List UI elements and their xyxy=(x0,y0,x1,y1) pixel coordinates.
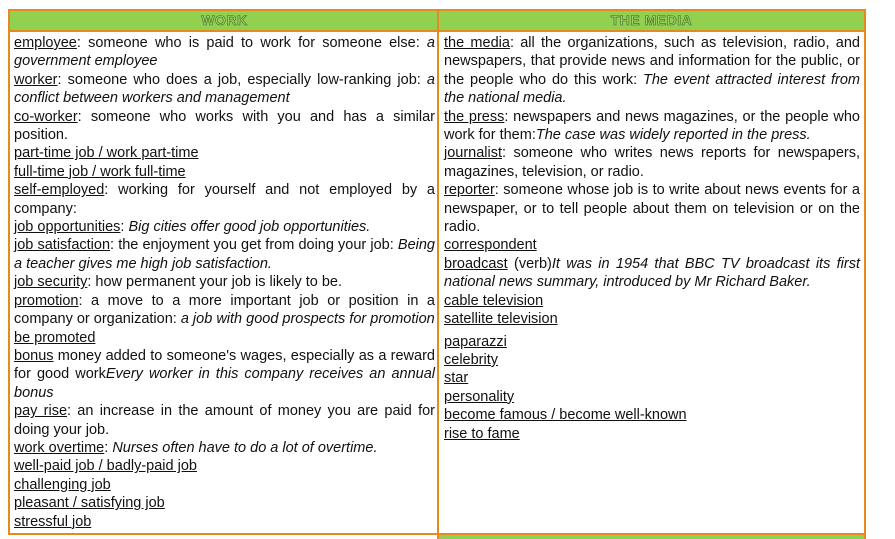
vocab-entry xyxy=(14,144,435,162)
vocab-entry xyxy=(444,236,860,254)
vocab-term: reporter xyxy=(444,182,495,199)
vocab-definition: : someone who is paid to work for someone else: xyxy=(76,35,427,51)
vocab-entry xyxy=(444,108,860,145)
vocab-entry xyxy=(14,108,435,145)
vocab-term: star xyxy=(444,370,469,387)
vocab-entry xyxy=(444,406,860,424)
vocabulary-table xyxy=(8,9,866,537)
vocab-entry xyxy=(14,218,435,236)
vocab-example: Nurses often have to do a lot of overtime. xyxy=(112,439,378,456)
vocab-term: cable television xyxy=(444,292,544,309)
vocab-definition: money added to someone's wages, especially as a reward for good work xyxy=(14,347,435,383)
vocab-term: promotion xyxy=(14,292,79,309)
vocab-term: self-employed xyxy=(14,182,105,199)
media-entries xyxy=(439,32,864,443)
vocab-definition: : someone who works with you and has a similar position. xyxy=(14,108,435,144)
vocab-example: It was in 1954 that BBC TV broadcast its first national news summary, introduced by Mr Richard Baker. xyxy=(444,255,860,291)
vocab-term: job opportunities xyxy=(14,219,121,236)
vocab-entry xyxy=(14,181,435,218)
vocab-term: part-time job / work part-time xyxy=(14,145,199,162)
media-column xyxy=(437,9,866,535)
vocab-term: rise to fame xyxy=(444,425,520,442)
vocab-term: correspondent xyxy=(444,237,537,254)
vocab-example: Every worker in this company receives an annual bonus xyxy=(14,366,435,401)
vocab-term: full-time job / work full-time xyxy=(14,163,186,180)
vocab-definition: : xyxy=(120,219,129,236)
vocab-definition: : a move to a more important job or position in a company or organization: xyxy=(14,292,435,328)
vocab-term: bonus xyxy=(14,347,54,364)
vocab-entry xyxy=(14,513,435,531)
vocab-entry xyxy=(444,310,860,328)
vocab-term: employee xyxy=(14,35,77,51)
vocab-example: a job with good prospects for promotion xyxy=(180,311,435,328)
vocab-entry xyxy=(14,476,435,494)
vocab-definition: : newspapers and news magazines, or the people who work for them: xyxy=(444,108,860,144)
work-heading: WORK xyxy=(10,11,439,32)
vocab-example: The event attracted interest from the national media. xyxy=(444,71,860,107)
vocab-term: journalist xyxy=(444,145,503,162)
vocab-entry xyxy=(14,163,435,181)
vocab-term: be promoted xyxy=(14,329,96,346)
vocab-example: a conflict between workers and management xyxy=(14,71,435,107)
vocab-definition: : someone who writes news reports for newspapers, magazines, television, or radio. xyxy=(444,145,860,180)
vocab-example: Big cities offer good job opportunities. xyxy=(128,219,371,236)
vocab-definition: : xyxy=(104,439,113,456)
vocab-definition: : working for yourself and not employed by a company: xyxy=(14,182,435,217)
vocab-term: become famous / become well-known xyxy=(444,407,687,424)
vocab-term: pay rise xyxy=(14,403,68,420)
vocab-term: celebrity xyxy=(444,351,498,368)
vocab-entry xyxy=(14,329,435,347)
vocab-term: work overtime xyxy=(14,439,105,456)
vocab-entry xyxy=(444,333,860,351)
vocab-definition: (verb) xyxy=(507,255,552,272)
vocab-entry xyxy=(14,494,435,512)
work-entries xyxy=(10,32,439,531)
vocab-term: co-worker xyxy=(14,108,78,125)
vocab-entry xyxy=(444,144,860,181)
vocab-example: Being a teacher gives me high job satisfaction. xyxy=(14,237,435,272)
vocab-entry xyxy=(14,292,435,329)
vocab-entry xyxy=(444,181,860,236)
vocab-term: the press xyxy=(444,108,505,125)
vocab-term: worker xyxy=(14,71,58,88)
media-heading: THE MEDIA xyxy=(439,11,864,32)
vocab-entry xyxy=(444,351,860,369)
vocab-term: job satisfaction xyxy=(14,237,111,254)
vocab-entry xyxy=(14,439,435,457)
vocab-definition: : someone whose job is to write about news events for a newspaper, or to tell people about them on television or on the radio. xyxy=(444,182,860,236)
vocab-definition: : the enjoyment you get from doing your job: xyxy=(110,237,398,254)
bottom-band xyxy=(437,535,866,539)
vocab-example: a government employee xyxy=(14,35,435,70)
vocab-entry xyxy=(444,255,860,292)
vocab-term: job security xyxy=(14,274,88,291)
vocab-entry xyxy=(14,236,435,273)
vocab-example: The case was widely reported in the press. xyxy=(535,127,811,144)
vocab-entry xyxy=(14,402,435,439)
vocab-entry xyxy=(14,347,435,402)
vocab-definition: : how permanent your job is likely to be. xyxy=(87,274,343,291)
vocab-term: stressful job xyxy=(14,513,92,530)
vocab-term: challenging job xyxy=(14,476,111,493)
vocab-entry xyxy=(444,369,860,387)
work-column xyxy=(8,9,439,535)
vocab-entry xyxy=(444,292,860,310)
vocab-entry xyxy=(14,273,435,291)
vocab-entry xyxy=(14,71,435,108)
vocab-term: paparazzi xyxy=(444,333,507,350)
vocab-entry xyxy=(14,457,435,475)
vocab-term: pleasant / satisfying job xyxy=(14,495,165,512)
vocab-entry xyxy=(14,34,435,71)
vocab-entry xyxy=(444,425,860,443)
vocab-term: satellite television xyxy=(444,311,558,328)
vocab-term: personality xyxy=(444,388,515,405)
vocab-term: broadcast xyxy=(444,255,508,272)
vocab-definition: : someone who does a job, especially low-ranking job: xyxy=(57,71,427,88)
vocab-term: the media xyxy=(444,35,510,51)
vocab-definition: : all the organizations, such as television, radio, and newspapers, that provide news and information for the public, or the people who do this work: xyxy=(444,35,860,88)
vocab-entry xyxy=(444,34,860,108)
vocab-definition: : an increase in the amount of money you are paid for doing your job. xyxy=(14,403,435,438)
vocab-entry xyxy=(444,388,860,406)
vocab-term: well-paid job / badly-paid job xyxy=(14,458,197,475)
